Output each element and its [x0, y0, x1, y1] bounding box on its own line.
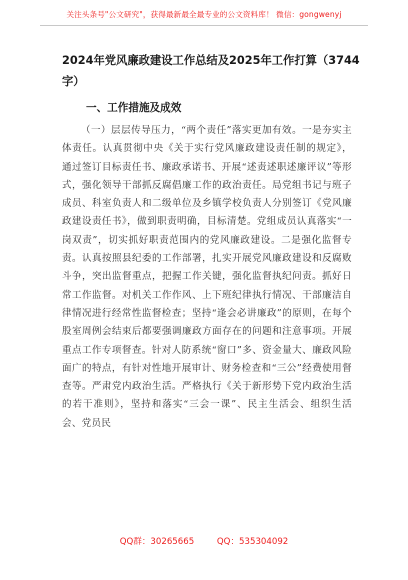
footer-contact — [0, 535, 408, 547]
header-divider — [40, 25, 368, 26]
document-body — [62, 122, 352, 433]
footer-qq-group: QQ群：30265665 — [119, 537, 195, 547]
document-title: 2024年党风廉政建设工作总结及2025年工作打算（3744字） — [62, 54, 360, 88]
section-heading: 一、工作措施及成效 — [86, 102, 182, 114]
footer-qq-number: QQ：535304092 — [216, 537, 289, 547]
body-paragraph: （一）层层传导压力，“两个责任”落实更加有效。一是夯实主体责任。认真贯彻中央《关于实行党风廉政建设责任制的规定》，通过签订目标责任书、廉政承诺书、开展“述责述职述廉评议”等形式，强化领导干部抓反腐倡廉工作的政治责任。局党组书记与班子成员、科室负责人和二级单位及乡镇学校负责人分别签订《党风廉政建设责任书》，做到职责明确，目标清楚。党组成员认真落实“一岗双责”，切实抓好职责范围内的党风廉政建设。二是强化监督专责。认真按照县纪委的工作部署，扎实开展党风廉政建设和反腐败斗争，突出监督重点，把握工作关键，强化监督执纪问责。抓好日常工作监督。对机关工作作风、上下班纪律执行情况、干部廉洁自律情况进行经常性监督检查；坚持“逢会必讲廉政”的原则，在每个股室周例会结束后都要强调廉政方面存在的问题和注意事项。开展重点工作专项督查。针对人防系统“窗口”多、资金量大、廉政风险面广的特点，有针对性地开展审计、财务检查和“三公”经费使用督查等。严肃党内政治生活。严格执行《关于新形势下党内政治生活的若干准则》，坚持和落实“三会一课”、民主生活会、组织生活会、党员民 — [62, 125, 352, 429]
header-notice: 关注头条号"公文研究"，获得最新最全最专业的公文资料库！ 微信：gongwenyj — [66, 10, 342, 19]
